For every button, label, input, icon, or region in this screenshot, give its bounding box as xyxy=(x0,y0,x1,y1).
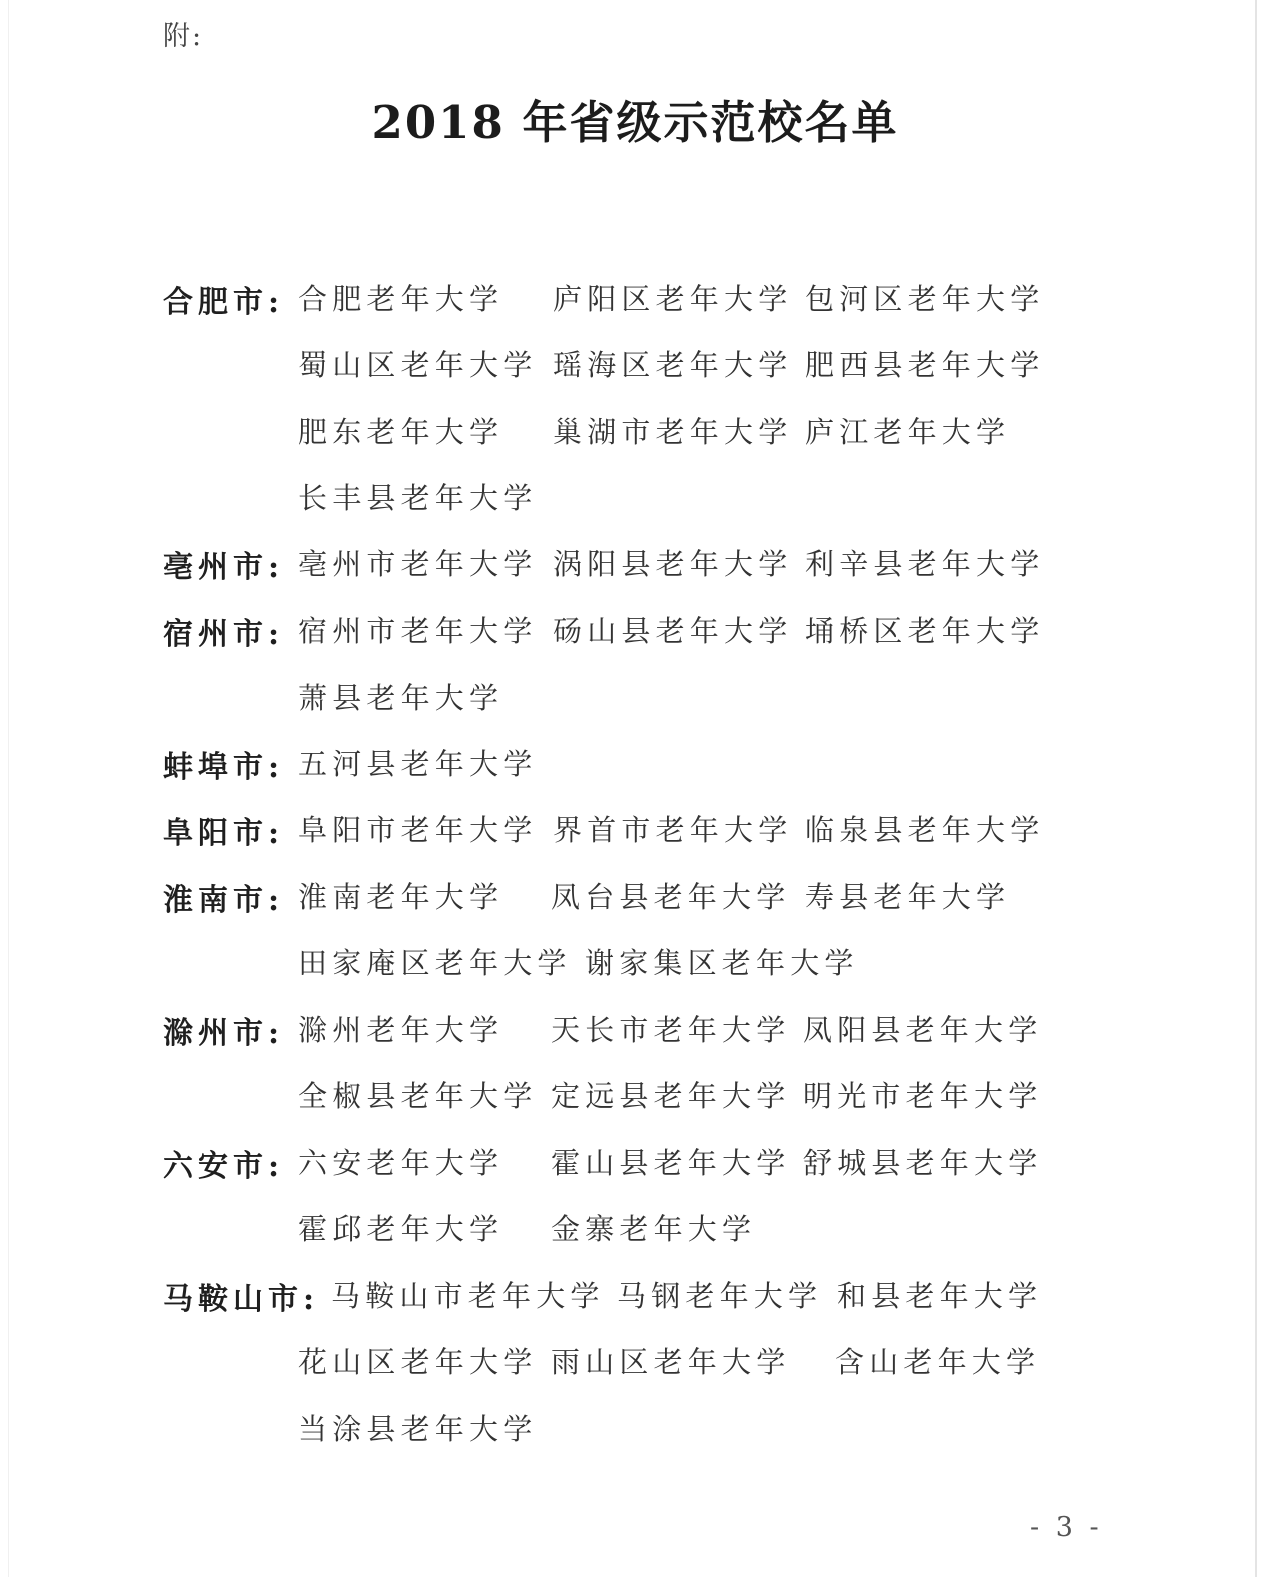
school-item: 肥西县老年大学 xyxy=(805,348,1045,382)
school-item: 凤阳县老年大学 xyxy=(803,1013,1043,1047)
school-item: 埇桥区老年大学 xyxy=(805,614,1045,648)
school-item: 花山区老年大学 xyxy=(298,1345,538,1379)
school-item: 亳州市老年大学 xyxy=(298,547,538,581)
school-item: 庐江老年大学 xyxy=(805,415,1011,449)
school-item: 寿县老年大学 xyxy=(805,880,1011,914)
page-number: - 3 - xyxy=(1030,1512,1103,1543)
city-label-bozhou: 亳州市: xyxy=(163,550,285,585)
page-edge-left xyxy=(8,0,9,1577)
school-item: 包河区老年大学 xyxy=(805,282,1045,316)
school-item: 肥东老年大学 xyxy=(298,415,504,449)
school-item: 涡阳县老年大学 xyxy=(553,547,793,581)
school-item: 蜀山区老年大学 xyxy=(298,348,538,382)
school-item: 马鞍山市老年大学 xyxy=(331,1279,605,1313)
school-item: 舒城县老年大学 xyxy=(803,1146,1043,1180)
school-item: 萧县老年大学 xyxy=(298,681,504,715)
city-label-huainan: 淮南市: xyxy=(163,883,285,918)
school-item: 长丰县老年大学 xyxy=(298,481,538,515)
city-label-chuzhou: 滁州市: xyxy=(163,1016,285,1051)
school-item: 临泉县老年大学 xyxy=(805,813,1045,847)
school-item: 田家庵区老年大学 xyxy=(298,946,572,980)
school-item: 谢家集区老年大学 xyxy=(585,946,859,980)
school-item: 五河县老年大学 xyxy=(298,747,538,781)
school-item: 六安老年大学 xyxy=(298,1146,504,1180)
school-item: 天长市老年大学 xyxy=(551,1013,791,1047)
school-item: 和县老年大学 xyxy=(837,1279,1043,1313)
attachment-label: 附: xyxy=(163,21,204,52)
school-item: 利辛县老年大学 xyxy=(805,547,1045,581)
school-item: 合肥老年大学 xyxy=(298,282,504,316)
school-item: 马钢老年大学 xyxy=(617,1279,823,1313)
school-item: 霍山县老年大学 xyxy=(551,1146,791,1180)
school-item: 宿州市老年大学 xyxy=(298,614,538,648)
city-label-hefei: 合肥市: xyxy=(163,285,285,320)
school-item: 金寨老年大学 xyxy=(551,1212,757,1246)
school-item: 雨山区老年大学 xyxy=(551,1345,791,1379)
school-item: 霍邱老年大学 xyxy=(298,1212,504,1246)
city-label-fuyang: 阜阳市: xyxy=(163,816,285,851)
page-title: 2018 年省级示范校名单 xyxy=(371,96,899,149)
school-item: 当涂县老年大学 xyxy=(298,1412,538,1446)
school-item: 巢湖市老年大学 xyxy=(553,415,793,449)
school-item: 凤台县老年大学 xyxy=(551,880,791,914)
school-item: 全椒县老年大学 xyxy=(298,1079,538,1113)
school-item: 含山老年大学 xyxy=(835,1345,1041,1379)
school-item: 瑶海区老年大学 xyxy=(553,348,793,382)
school-item: 淮南老年大学 xyxy=(298,880,504,914)
school-item: 庐阳区老年大学 xyxy=(553,282,793,316)
city-label-suzhou: 宿州市: xyxy=(163,617,285,652)
school-item: 砀山县老年大学 xyxy=(553,614,793,648)
city-label-luan: 六安市: xyxy=(163,1149,285,1184)
school-item: 阜阳市老年大学 xyxy=(298,813,538,847)
school-item: 界首市老年大学 xyxy=(553,813,793,847)
school-item: 明光市老年大学 xyxy=(803,1079,1043,1113)
city-label-bengbu: 蚌埠市: xyxy=(163,750,285,785)
city-label-maanshan: 马鞍山市: xyxy=(163,1282,320,1317)
school-item: 滁州老年大学 xyxy=(298,1013,504,1047)
school-item: 定远县老年大学 xyxy=(551,1079,791,1113)
page-edge-right xyxy=(1255,0,1257,1577)
